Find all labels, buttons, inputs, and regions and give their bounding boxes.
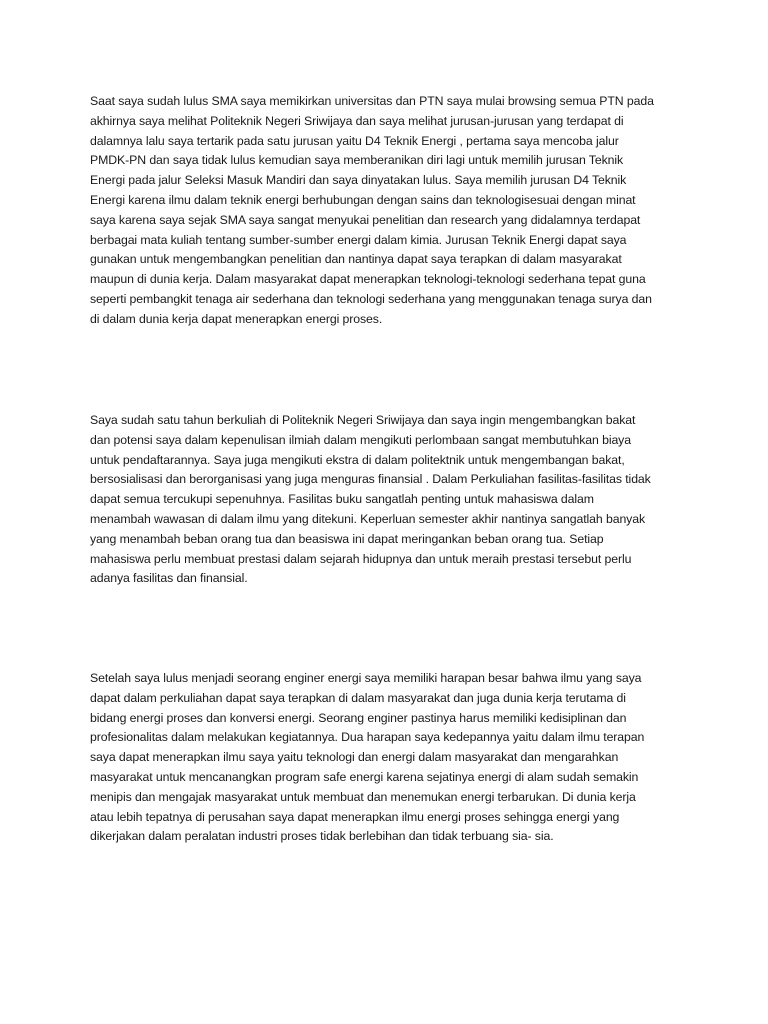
text-line: menambah wawasan di dalam ilmu yang ditekuni. Keperluan semester akhir nantinya sangatlah banyak bbox=[90, 511, 646, 526]
text-line: saya karena saya sejak SMA saya sangat menyukai penelitian dan research yang didalamnya terdapat bbox=[90, 212, 641, 227]
text-line: saya dapat menerapkan ilmu saya yaitu teknologi dan energi dalam masyarakat dan mengarahkan bbox=[90, 750, 619, 765]
text-line: Setelah saya lulus menjadi seorang enginer energi saya memiliki harapan besar bahwa ilmu yang saya bbox=[90, 671, 642, 685]
text-line: dapat semua tercukupi sepenuhnya. Fasilitas buku sangatlah penting untuk mahasiswa dalam bbox=[90, 492, 594, 507]
text-line: berbagai mata kuliah tentang sumber-sumber energi dalam kimia. Jurusan Teknik Energi dapat saya bbox=[90, 232, 627, 247]
text-line: mahasiswa perlu membuat prestasi dalam sejarah hidupnya dan untuk meraih prestasi tersebut perlu bbox=[90, 551, 632, 566]
text-line: seperti pembangkit tenaga air sederhana dan teknologi sederhana yang menggunakan tenaga surya dan bbox=[90, 291, 652, 306]
text-line: untuk pendaftarannya. Saya juga mengikuti ekstra di dalam politektnik untuk mengembangan bakat, bbox=[90, 452, 625, 467]
text-line: dalamnya lalu saya tertarik pada satu jurusan yaitu D4 Teknik Energi , pertama saya mencoba jalur bbox=[90, 133, 619, 148]
text-line: menipis dan mengajak masyarakat untuk membuat dan menemukan energi terbarukan. Di dunia kerja bbox=[90, 789, 636, 804]
text-line: PMDK-PN dan saya tidak lulus kemudian saya memberanikan diri lagi untuk memilih jurusan Teknik bbox=[90, 153, 624, 168]
paragraph-2 bbox=[90, 411, 680, 589]
text-line: Energi karena ilmu dalam teknik energi berhubungan dengan sains dan teknologisesuai dengan minat bbox=[90, 192, 636, 207]
text-line: Energi pada jalur Seleksi Masuk Mandiri dan saya dinyatakan lulus. Saya memilih jurusan D4 Teknik bbox=[90, 173, 627, 188]
paragraph-3 bbox=[90, 669, 680, 847]
text-line: bersosialisasi dan berorganisasi yang juga menguras finansial . Dalam Perkuliahan fasilitas-fasilitas tidak bbox=[90, 472, 651, 487]
text-line: gunakan untuk mengembangkan penelitian dan nantinya dapat saya terapkan di dalam masyarakat bbox=[90, 252, 622, 267]
text-line: Saat saya sudah lulus SMA saya memikirkan universitas dan PTN saya mulai browsing semua PTN pada bbox=[90, 94, 654, 108]
text-line: dan potensi saya dalam kepenulisan ilmiah dalam mengikuti perlombaan sangat membutuhkan biaya bbox=[90, 432, 631, 447]
text-line: bidang energi proses dan konversi energi. Seorang enginer pastinya harus memiliki kedisiplinan dan bbox=[90, 710, 627, 725]
text-line: atau lebih tepatnya di perusahan saya dapat menerapkan ilmu energi proses sehingga energi yang bbox=[90, 809, 620, 824]
text-line: akhirnya saya melihat Politeknik Negeri Sriwijaya dan saya melihat jurusan-jurusan yang terdapat di bbox=[90, 113, 624, 128]
text-line: maupun di dunia kerja. Dalam masyarakat dapat menerapkan teknologi-teknologi sederhana tepat guna bbox=[90, 272, 646, 287]
text-line: dapat dalam perkuliahan dapat saya terapkan di dalam masyarakat dan juga dunia kerja terutama di bbox=[90, 690, 626, 705]
text-line: masyarakat untuk mencanangkan program safe energi karena sejatinya energi di alam sudah semakin bbox=[90, 769, 639, 784]
text-line: yang menambah beban orang tua dan beasiswa ini dapat meringankan beban orang tua. Setiap bbox=[90, 531, 604, 546]
text-line: adanya fasilitas dan finansial. bbox=[90, 571, 248, 586]
text-line: dikerjakan dalam peralatan industri proses tidak berlebihan dan tidak terbuang sia- sia. bbox=[90, 829, 554, 844]
text-line: profesionalitas dalam melakukan kegiatannya. Dua harapan saya kedepannya yaitu dalam ilmu terapan bbox=[90, 730, 645, 745]
text-line: Saya sudah satu tahun berkuliah di Politeknik Negeri Sriwijaya dan saya ingin mengembangkan bakat bbox=[90, 413, 636, 427]
text-line: di dalam dunia kerja dapat menerapkan energi proses. bbox=[90, 311, 383, 326]
paragraph-1 bbox=[90, 92, 680, 330]
